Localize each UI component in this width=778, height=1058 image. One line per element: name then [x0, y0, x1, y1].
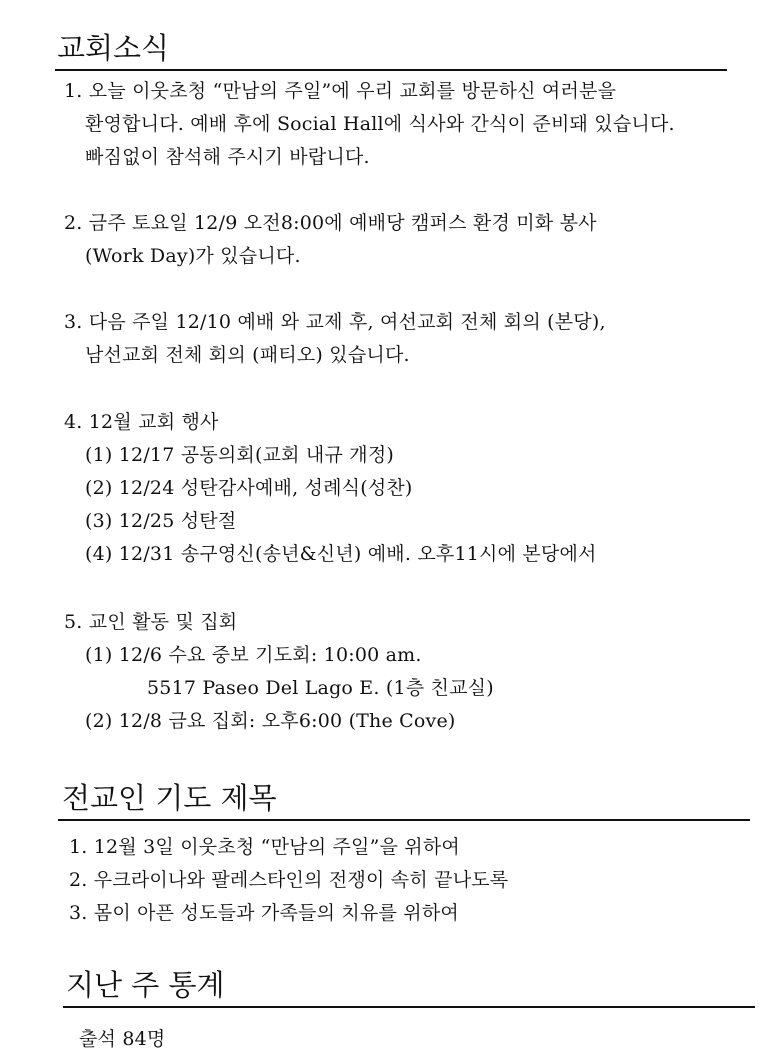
news-item-line: (Work Day)가 있습니다.	[85, 245, 301, 267]
stats-divider	[63, 1006, 755, 1008]
news-sub-item: (4) 12/31 송구영신(송년&신년) 예배. 오후11시에 본당에서	[85, 543, 597, 565]
news-title: 교회소식	[57, 31, 170, 65]
prayer-title: 전교인 기도 제목	[62, 781, 277, 815]
news-divider	[55, 69, 727, 71]
news-item-line: 4. 12월 교회 행사	[64, 411, 219, 433]
news-sub-item: (1) 12/17 공동의회(교회 내규 개정)	[85, 444, 394, 466]
news-sub-item: (3) 12/25 성탄절	[85, 510, 237, 532]
news-item-line: 2. 금주 토요일 12/9 오전8:00에 예배당 캠퍼스 환경 미화 봉사	[64, 212, 597, 234]
news-item-line: 5. 교인 활동 및 집회	[64, 611, 238, 633]
news-item-line: 3. 다음 주일 12/10 예배 와 교제 후, 여선교회 전체 회의 (본당),	[64, 311, 606, 333]
news-sub-item-address: 5517 Paseo Del Lago E. (1층 친교실)	[147, 677, 494, 699]
news-sub-item: (1) 12/6 수요 중보 기도회: 10:00 am.	[85, 644, 422, 666]
attendance-count: 출석 84명	[79, 1028, 166, 1050]
prayer-item: 2. 우크라이나와 팔레스타인의 전쟁이 속히 끝나도록	[69, 869, 509, 891]
news-item-line: 환영합니다. 예배 후에 Social Hall에 식사와 간식이 준비돼 있습니다.	[85, 113, 675, 135]
news-sub-item: (2) 12/8 금요 집회: 오후6:00 (The Cove)	[85, 710, 456, 732]
prayer-item: 1. 12월 3일 이웃초청 “만남의 주일”을 위하여	[69, 836, 460, 858]
news-item-line: 1. 오늘 이웃초청 “만남의 주일”에 우리 교회를 방문하신 여러분을	[64, 80, 617, 102]
prayer-item: 3. 몸이 아픈 성도들과 가족들의 치유를 위하여	[69, 902, 459, 924]
news-item-line: 남선교회 전체 회의 (패티오) 있습니다.	[85, 344, 410, 366]
news-item-line: 빠짐없이 참석해 주시기 바랍니다.	[85, 146, 370, 168]
news-sub-item: (2) 12/24 성탄감사예배, 성례식(성찬)	[85, 477, 413, 499]
prayer-divider	[58, 819, 750, 821]
stats-title: 지난 주 통계	[66, 968, 225, 1002]
